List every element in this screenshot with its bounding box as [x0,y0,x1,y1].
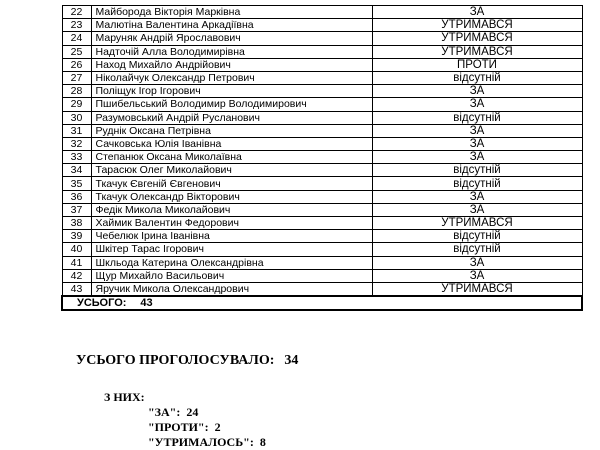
table-row [62,19,582,32]
breakdown-heading: З НИХ: [104,390,145,404]
table-row [62,32,582,45]
row-number: 24 [62,32,91,45]
deputy-name: Разумовський Андрій Русланович [91,111,372,124]
deputy-name: Тарасюк Олег Миколайович [91,164,372,177]
total-cell [62,296,582,310]
vote-result: УТРИМАВСЯ [372,32,582,45]
vote-result: ЗА [372,256,582,269]
breakdown-value: 2 [214,420,221,434]
deputy-name: Шкльода Катерина Олександрівна [91,256,372,269]
vote-result: відсутній [372,164,582,177]
row-number: 32 [62,137,91,150]
vote-result: УТРИМАВСЯ [372,282,582,296]
vote-result: ЗА [372,151,582,164]
deputy-name: Маруняк Андрій Ярославович [91,32,372,45]
vote-result: УТРИМАВСЯ [372,45,582,58]
total-value: 43 [140,297,153,310]
breakdown-value: 24 [186,405,199,419]
table-row [62,124,582,137]
vote-result: ЗА [372,137,582,150]
voted-summary-label: УСЬОГО ПРОГОЛОСУВАЛО: [76,353,275,368]
table-row [62,230,582,243]
voted-summary-value: 34 [284,353,299,368]
table-row [62,256,582,269]
deputy-name: Наход Михайло Андрійович [91,58,372,71]
table-row [62,203,582,216]
row-number: 37 [62,203,91,216]
vote-result: ЗА [372,190,582,203]
table-row [62,137,582,150]
table-row [62,58,582,71]
vote-result: відсутній [372,230,582,243]
vote-result: ЗА [372,203,582,216]
table-row [62,217,582,230]
vote-result: відсутній [372,177,582,190]
row-number: 25 [62,45,91,58]
deputy-name: Ткачук Олександр Вікторович [91,190,372,203]
row-number: 28 [62,85,91,98]
table-row [62,151,582,164]
vote-breakdown [104,390,266,450]
row-number: 40 [62,243,91,256]
deputy-name: Степанюк Оксана Миколаївна [91,151,372,164]
breakdown-value: 8 [259,435,266,449]
breakdown-label: "ПРОТИ": [148,420,209,434]
vote-result: відсутній [372,243,582,256]
row-number: 22 [62,6,91,19]
table-row [62,45,582,58]
deputy-name: Поліщук Ігор Ігорович [91,85,372,98]
row-number: 29 [62,98,91,111]
breakdown-label: "УТРИМАЛОСЬ": [148,435,254,449]
row-number: 41 [62,256,91,269]
row-number: 33 [62,151,91,164]
row-number: 38 [62,217,91,230]
table-row [62,190,582,203]
row-number: 39 [62,230,91,243]
deputy-name: Чебелюк Ірина Іванівна [91,230,372,243]
row-number: 26 [62,58,91,71]
vote-result: УТРИМАВСЯ [372,19,582,32]
deputy-name: Ткачук Євгеній Євгенович [91,177,372,190]
row-number: 43 [62,282,91,296]
vote-result: ЗА [372,85,582,98]
deputy-name: Щур Михайло Васильович [91,269,372,282]
deputy-name: Малютіна Валентина Аркадіївна [91,19,372,32]
table-row [62,269,582,282]
breakdown-row-za [148,405,266,420]
vote-table [61,5,583,311]
table-row [62,111,582,124]
deputy-name: Федік Микола Миколайович [91,203,372,216]
row-number: 23 [62,19,91,32]
row-number: 27 [62,71,91,84]
deputy-name: Надточій Алла Володимирівна [91,45,372,58]
breakdown-label: "ЗА": [148,405,181,419]
table-row [62,98,582,111]
vote-result: ЗА [372,6,582,19]
deputy-name: Руднік Оксана Петрівна [91,124,372,137]
row-number: 30 [62,111,91,124]
vote-result: ЗА [372,98,582,111]
table-row [62,243,582,256]
deputy-name: Майборода Вікторія Марківна [91,6,372,19]
row-number: 36 [62,190,91,203]
deputy-name: Ніколайчук Олександр Петрович [91,71,372,84]
vote-result: ЗА [372,124,582,137]
row-number: 34 [62,164,91,177]
vote-result: УТРИМАВСЯ [372,217,582,230]
vote-result: ПРОТИ [372,58,582,71]
vote-result: відсутній [372,71,582,84]
row-number: 31 [62,124,91,137]
row-number: 42 [62,269,91,282]
table-row [62,282,582,296]
deputy-name: Сачковська Юлія Іванівна [91,137,372,150]
table-row [62,6,582,19]
row-number: 35 [62,177,91,190]
deputy-name: Пшибельський Володимир Володимирович [91,98,372,111]
breakdown-row-proty [148,420,266,435]
voted-summary [76,353,298,369]
table-row [62,164,582,177]
vote-table-body [62,6,582,297]
total-row [62,296,582,310]
breakdown-row-utrymalos [148,435,266,450]
deputy-name: Яручик Микола Олександрович [91,282,372,296]
deputy-name: Шкітер Тарас Ігорович [91,243,372,256]
vote-result: ЗА [372,269,582,282]
table-row [62,71,582,84]
table-row [62,85,582,98]
deputy-name: Хаймик Валентин Федорович [91,217,372,230]
vote-result: відсутній [372,111,582,124]
table-row [62,177,582,190]
total-label: УСЬОГО: [77,297,127,310]
